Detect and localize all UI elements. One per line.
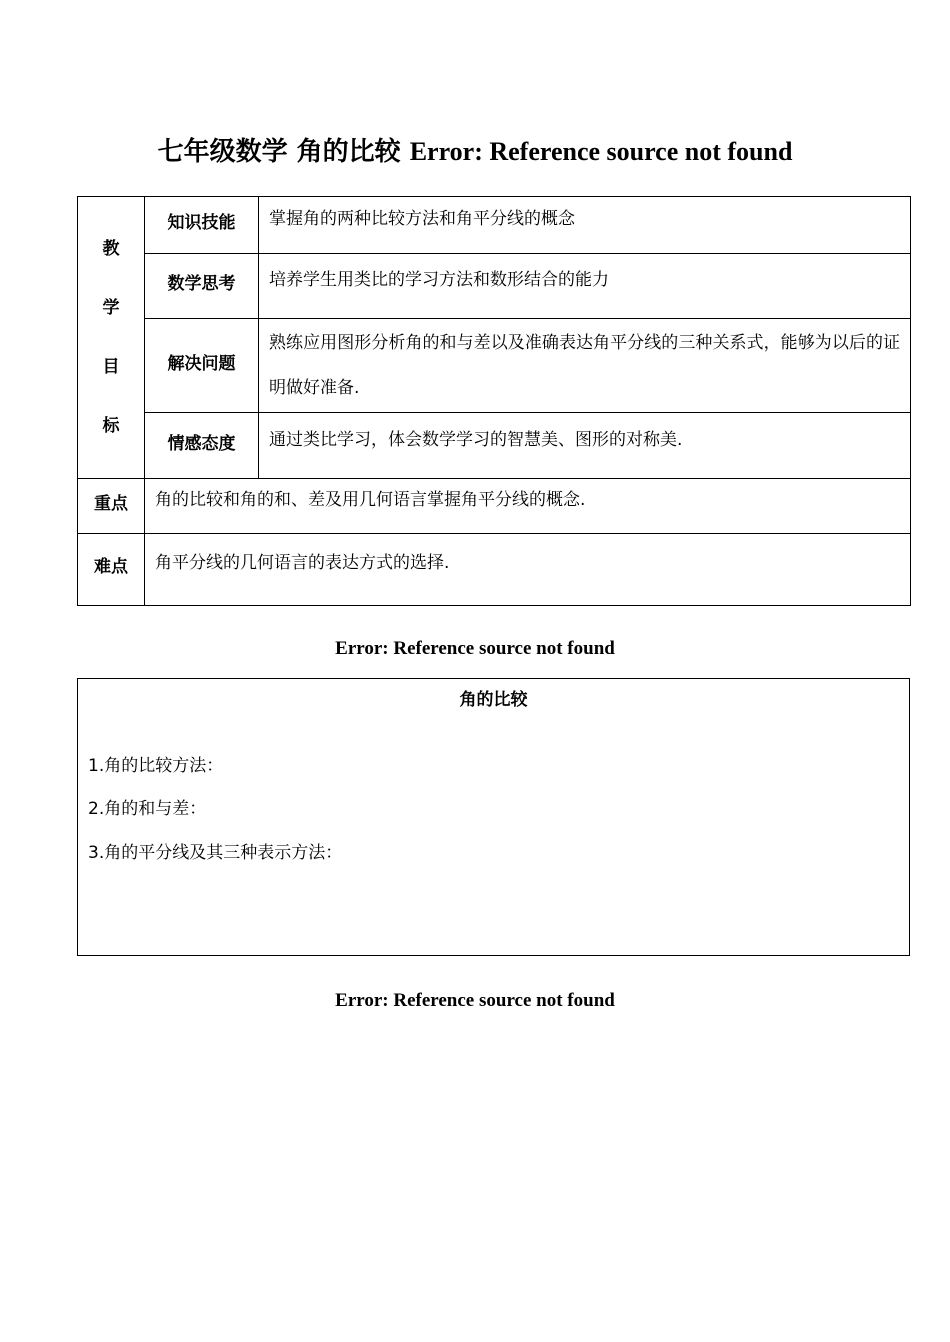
section-caption: Error: Reference source not found [335,638,615,659]
goal-char: 教 [102,238,120,259]
list-item: 1.角的比较方法： [88,756,224,776]
row-content: 培养学生用类比的学习方法和数形结合的能力 [259,254,911,319]
goal-char: 标 [102,415,120,436]
title-chinese: 七年级数学 角的比较 [157,137,401,167]
row-label: 解决问题 [145,319,259,413]
teaching-objectives-table [77,196,911,606]
row-label: 情感态度 [145,413,259,479]
table-row [78,479,911,534]
table-row [78,254,911,319]
table-row [78,197,911,254]
teaching-goals-cell [78,197,145,479]
title-error-text: Error: Reference source not found [409,137,793,166]
goal-char: 学 [102,297,120,318]
key-point-content: 角的比较和角的和、差及用几何语言掌握角平分线的概念. [145,479,911,534]
goal-char: 目 [102,356,120,377]
list-item: 2.角的和与差： [88,799,207,819]
row-label: 知识技能 [145,197,259,254]
table-row [78,534,911,606]
row-content: 熟练应用图形分析角的和与差以及准确表达角平分线的三种关系式，能够为以后的证明做好准备. [259,319,911,413]
row-content: 掌握角的两种比较方法和角平分线的概念 [259,197,911,254]
table-row [78,319,911,413]
list-item: 3.角的平分线及其三种表示方法： [88,843,343,863]
row-content: 通过类比学习，体会数学学习的智慧美、图形的对称美. [259,413,911,479]
section-caption: Error: Reference source not found [335,990,615,1011]
key-point-label: 重点 [78,479,145,534]
row-label: 数学思考 [145,254,259,319]
notes-box [77,678,910,956]
document-title [0,134,950,170]
difficult-point-content: 角平分线的几何语言的表达方式的选择. [145,534,911,606]
notes-heading: 角的比较 [459,690,528,710]
table-row [78,413,911,479]
difficult-point-label: 难点 [78,534,145,606]
